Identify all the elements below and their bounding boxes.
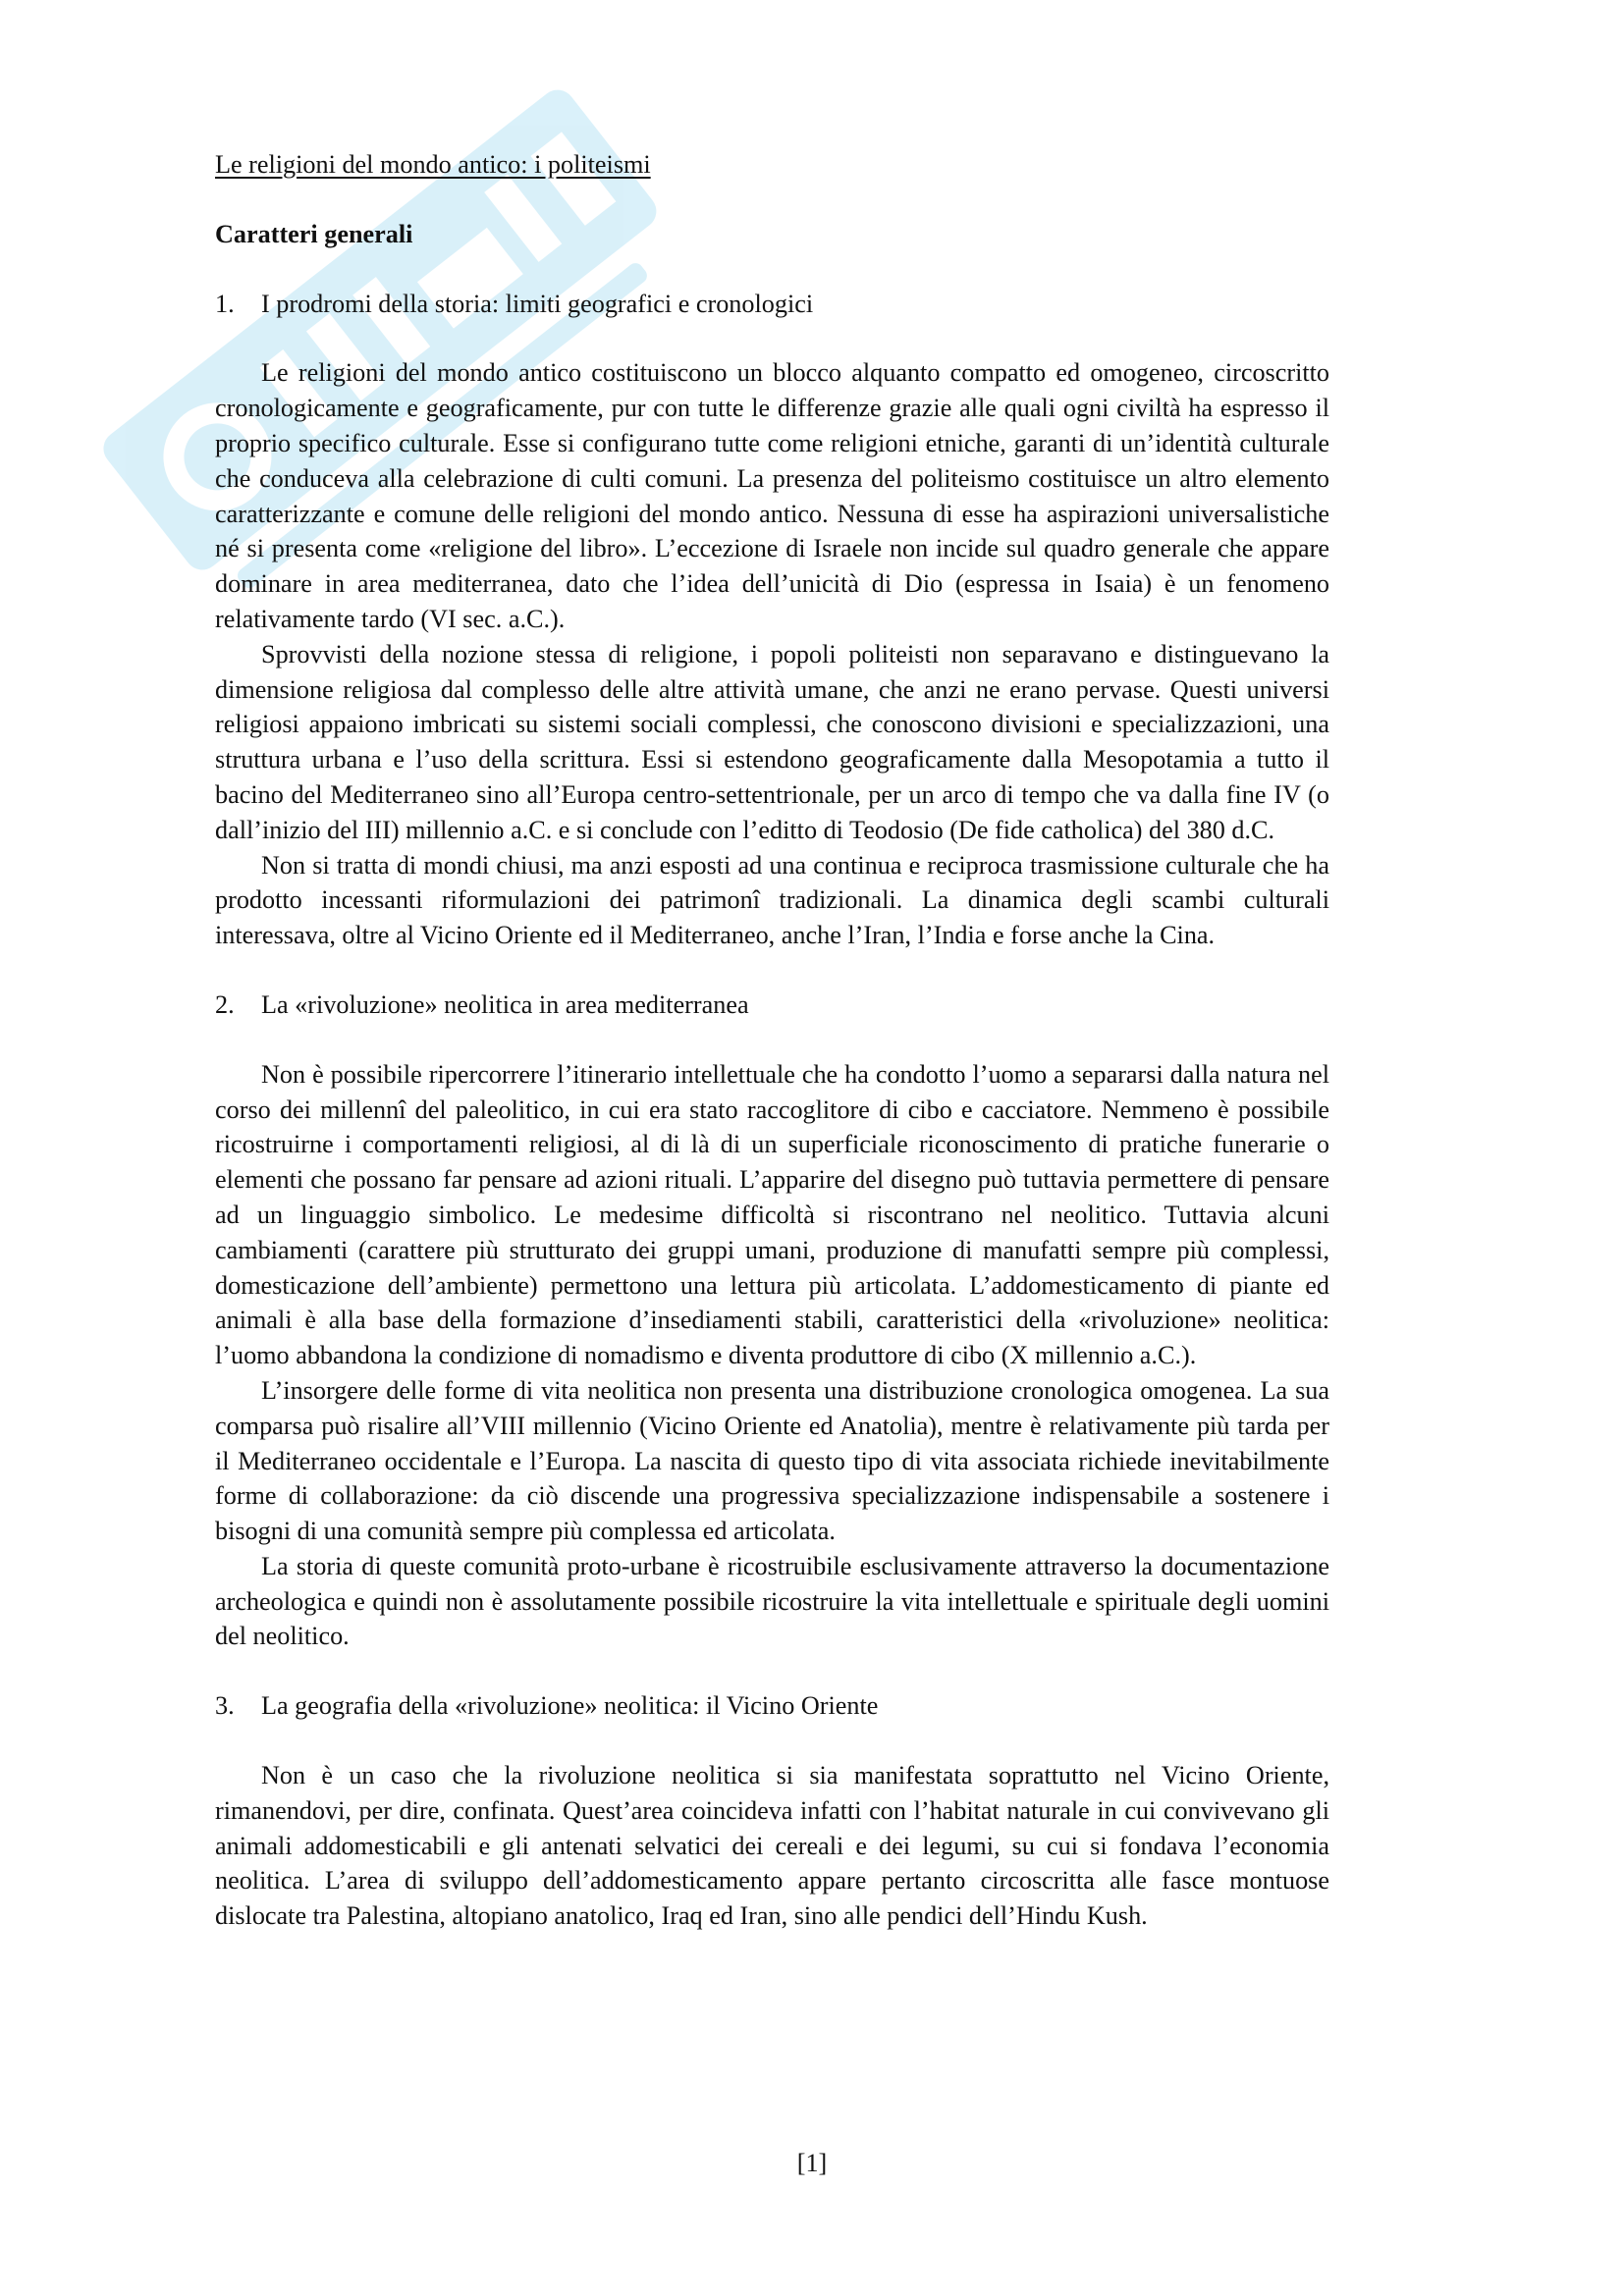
paragraph: Sprovvisti della nozione stessa di religione, i popoli politeisti non separavano e distinguevano la dimensione religiosa dal complesso delle altre attività umane, che anzi ne erano pervase. Questi universi religiosi appaiono imbricati su sistemi sociali complessi, che conoscono divisioni e specializzazioni, una struttura urbana e l’uso della scrittura. Essi si estendono geograficamente dalla Mesopotamia a tutto il bacino del Mediterraneo sino all’Europa centro-settentrionale, per un arco di tempo che va dalla fine IV (o dall’inizio del III) millennio a.C. e si conclude con l’editto di Teodosio (De fide catholica) del 380 d.C. [215,639,1329,844]
section-title: I prodromi della storia: limiti geografici e cronologici [261,289,814,318]
section-3 [215,1688,1329,1934]
section-2 [215,988,1329,1654]
paragraph: Le religioni del mondo antico costituiscono un blocco alquanto compatto ed omogeneo, circoscritto cronologicamente e geograficamente, pur con tutte le differenze grazie alle quali ogni civiltà ha espresso il proprio specifico culturale. Esse si configurano tutte come religioni etniche, garanti di un’identità culturale che conduceva alla celebrazione di culti comuni. La presenza del politeismo costituisce un altro elemento caratterizzante e comune delle religioni del mondo antico. Nessuna di esse ha aspirazioni universalistiche né si presenta come «religione del libro». L’eccezione di Israele non incide sul quadro generale che appare dominare in area mediterranea, dato che l’idea dell’unicità di Dio (espressa in Isaia) è un fenomeno relativamente tardo (VI sec. a.C.). [215,358,1329,633]
section-heading [215,287,1329,322]
paragraph: L’insorgere delle forme di vita neolitica non presenta una distribuzione cronologica omogenea. La sua comparsa può risalire all’VIII millennio (Vicino Oriente ed Anatolia), mentre è relativamente più tarda per il Mediterraneo occidentale e l’Europa. La nascita di questo tipo di vita associata richiede inevitabilmente forme di collaborazione: da ciò discende una progressiva specializzazione indispensabile a sostenere i bisogni di una comunità sempre più complessa ed articolata. [215,1375,1329,1546]
document-subtitle: Caratteri generali [215,219,413,248]
document-title: Le religioni del mondo antico: i politeismi [215,150,651,179]
section-heading [215,1688,1329,1724]
section-number: 3. [215,1691,235,1721]
paragraph: Non si tratta di mondi chiusi, ma anzi esposti ad una continua e reciproca trasmissione culturale che ha prodotto incessanti riformulazioni dei patrimonî tradizionali. La dinamica degli scambi culturali interessava, oltre al Vicino Oriente ed il Mediterraneo, anche l’Iran, l’India e forse anche la Cina. [215,850,1329,950]
section-title: La geografia della «rivoluzione» neolitica: il Vicino Oriente [261,1691,879,1721]
document-page [215,147,1329,1968]
section-title: La «rivoluzione» neolitica in area mediterranea [261,989,749,1019]
section-1 [215,287,1329,953]
paragraph: Non è possibile ripercorrere l’itinerario intellettuale che ha condotto l’uomo a separarsi dalla natura nel corso dei millennî del paleolitico, in cui era stato raccoglitore di cibo e cacciatore. Nemmeno è possibile ricostruirne i comportamenti religiosi, al di là di un superficiale riconoscimento di pratiche funerarie o elementi che possano far pensare ad azioni rituali. L’apparire del disegno può tuttavia permettere di pensare ad un linguaggio simbolico. Le medesime difficoltà si riscontrano nel neolitico. Tuttavia alcuni cambiamenti (carattere più strutturato dei gruppi umani, produzione di manufatti sempre più complessi, domesticazione dell’ambiente) permettono una lettura più articolata. L’addomesticamento di piante ed animali è alla base della formazione d’insediamenti stabili, caratteristici della «rivoluzione» neolitica: l’uomo abbandona la condizione di nomadismo e diventa produttore di cibo (X millennio a.C.). [215,1059,1329,1370]
page-number: [1] [796,2149,828,2177]
section-heading [215,988,1329,1023]
section-number: 1. [215,289,235,318]
section-number: 2. [215,989,235,1019]
paragraph: Non è un caso che la rivoluzione neolitica si sia manifestata soprattutto nel Vicino Oriente, rimanendovi, per dire, confinata. Quest’area coincideva infatti con l’habitat naturale in cui convivevano gli animali addomesticabili e gli antenati selvatici dei cereali e dei legumi, su cui si fondava l’economia neolitica. L’area di sviluppo dell’addomesticamento appare pertanto circoscritta alle fasce montuose dislocate tra Palestina, altopiano anatolico, Iraq ed Iran, sino alle pendici dell’Hindu Kush. [215,1761,1329,1931]
paragraph: La storia di queste comunità proto-urbane è ricostruibile esclusivamente attraverso la documentazione archeologica e quindi non è assolutamente possibile ricostruire la vita intellettuale e spirituale degli uomini del neolitico. [215,1551,1329,1651]
